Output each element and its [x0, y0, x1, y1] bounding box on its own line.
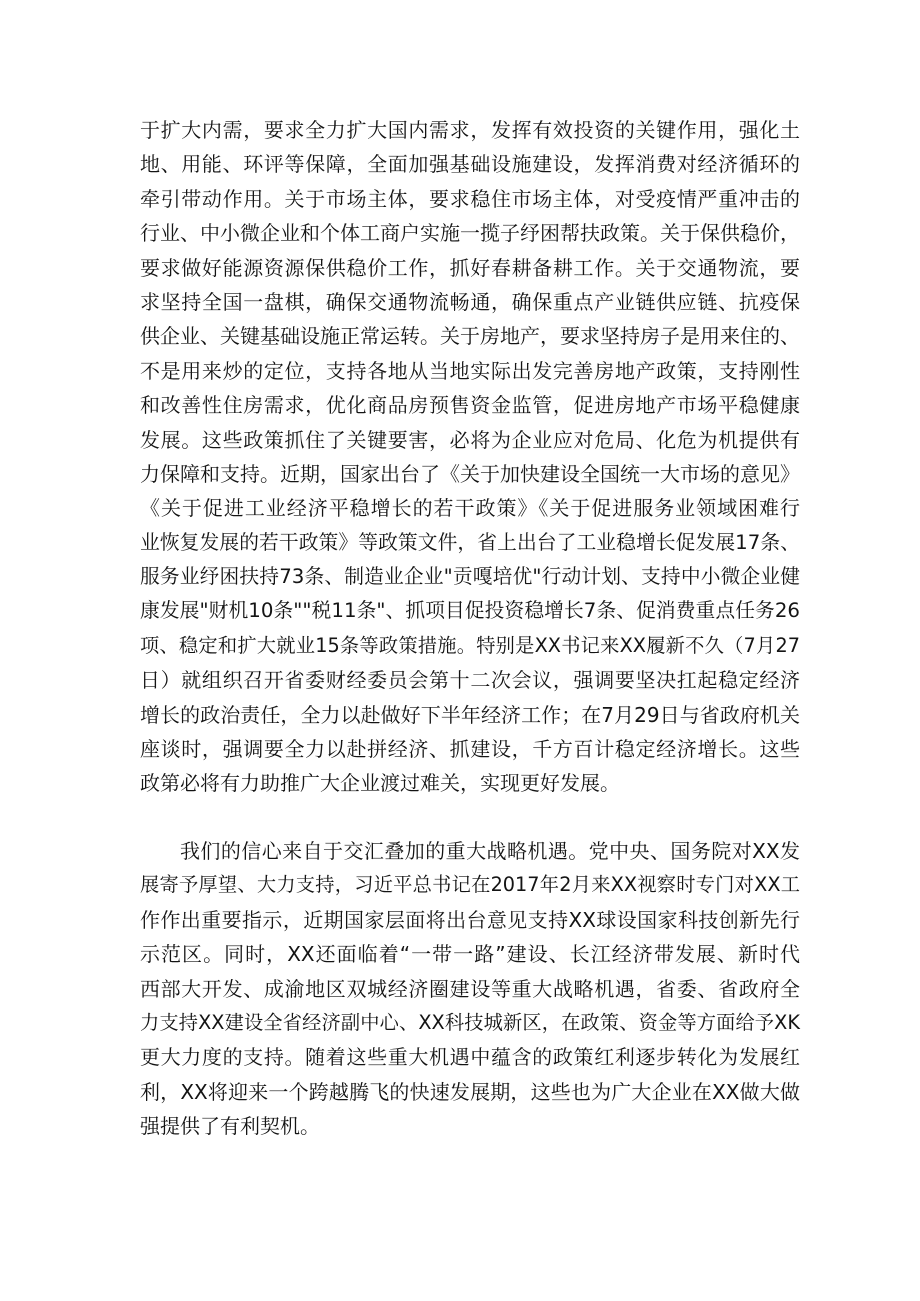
- text-line: 日）就组织召开省委财经委员会第十二次会议，强调要坚决扛起稳定经济: [140, 668, 800, 693]
- paragraph-policy-support: [140, 113, 800, 801]
- text-line: 座谈时，强调要全力以赴拼经济、抓建设，千方百计稳定经济增长。这些: [140, 737, 800, 762]
- text-line: 业恢复发展的若干政策》等政策文件，省上出台了工业稳增长促发展17条、: [140, 530, 800, 554]
- text-line: 要求做好能源资源保供稳价工作，抓好春耕备耕工作。关于交通物流，要: [140, 255, 800, 280]
- text-line: 强提供了有利契机。: [140, 1114, 320, 1139]
- text-line: 展寄予厚望、大力支持，习近平总书记在2017年2月来XX视察时专门对XX工: [140, 873, 800, 897]
- text-line: 《关于促进工业经济平稳增长的若干政策》《关于促进服务业领域困难行: [140, 496, 800, 521]
- text-line: 增长的政治责任，全力以赴做好下半年经济工作；在7月29日与省政府机关: [140, 702, 800, 727]
- text-line: 政第必将有力助推广大企业渡过难关，实现更好发展。: [140, 771, 620, 796]
- text-line: 更大力度的支持。随着这些重大机遇中蕴含的政策红利逐步转化为发展红: [140, 1045, 800, 1070]
- text-line: 力支持XX建设全省经济副中心、XX科技城新区，在政策、资金等方面给予XK: [140, 1010, 800, 1034]
- text-line: 行业、中小微企业和个体工商户实施一揽子纾困帮扶政策。关于保供稳价，: [140, 221, 800, 246]
- text-line: 示范区。同时，XX还面临着“一带一路”建设、长江经济带发展、新时代: [140, 942, 800, 967]
- text-line: 和改善性住房需求，优化商品房预售资金监管，促进房地产市场平稳健康: [140, 393, 800, 418]
- text-line: 服务业纾困扶持73条、制造业企业"贡嘎培优"行动计划、支持中小微企业健: [140, 565, 800, 589]
- text-line: 于扩大内需，要求全力扩大国内需求，发挥有效投资的关键作用，强化土: [140, 118, 800, 142]
- text-line: 求坚持全国一盘棋，确保交通物流畅通，确保重点产业链供应链、抗疫保: [140, 289, 800, 314]
- text-line: 发展。这些政策抓住了关键要害，必将为企业应对危局、化危为机提供有: [140, 427, 800, 452]
- paragraph-strategic-opportunities: [140, 834, 800, 1144]
- text-line: 供企业、关键基础设施正常运转。关于房地产，要求坚持房子是用来住的、: [140, 324, 800, 349]
- text-line: 力保障和支持。近期，国家出台了《关于加快建设全国统一大市场的意见》: [140, 461, 800, 486]
- text-line: 项、稳定和扩大就业15条等政策措施。特别是XX书记来XX履新不久（7月27: [140, 633, 800, 657]
- text-line: 牵引带动作用。关于市场主体，要求稳住市场主体，对受疫情严重冲击的: [140, 186, 800, 211]
- text-line: 地、用能、环评等保障，全面加强基础设施建设，发挥消费对经济循环的: [140, 152, 800, 177]
- text-line: 不是用来炒的定位，支持各地从当地实际出发完善房地产政策，支持刚性: [140, 358, 800, 383]
- text-line: 西部大开发、成渝地区双城经济圈建设等重大战略机遇，省委、省政府全: [140, 976, 800, 1001]
- text-line: 作作出重要指示，近期国家层面将出台意见支持XX球设国家科技创新先行: [140, 907, 800, 932]
- text-line: 康发展"财机10条""税11条"、抓项目促投资稳增长7条、促消费重点任务26: [140, 599, 800, 623]
- text-line: 利，XX将迎来一个跨越腾飞的快速发展期，这些也为广大企业在XX做大做: [140, 1079, 800, 1104]
- text-line: 我们的信心来自于交汇叠加的重大战略机遇。党中央、国务院对XX发: [180, 839, 800, 863]
